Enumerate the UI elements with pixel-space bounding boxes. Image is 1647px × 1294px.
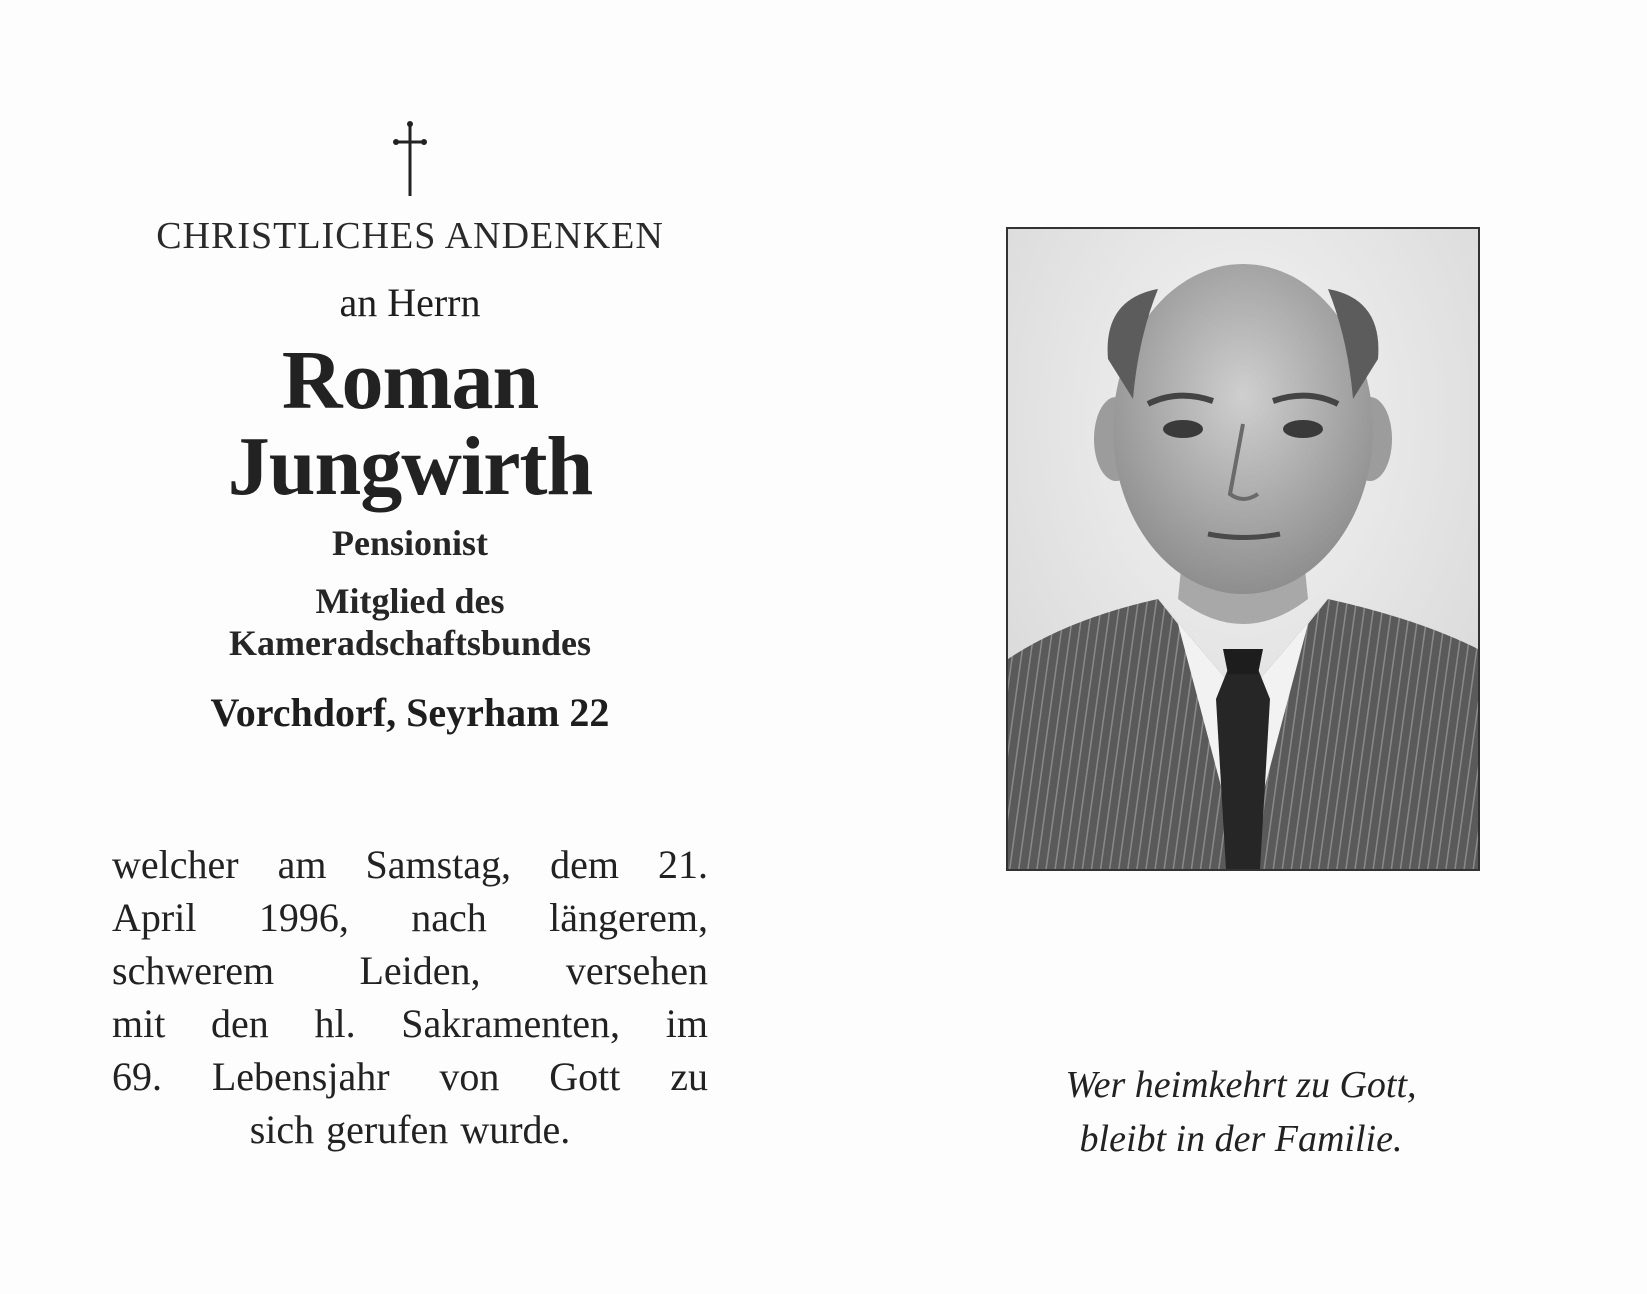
obituary-word: Leiden, xyxy=(359,948,481,993)
first-name: Roman xyxy=(281,334,539,427)
portrait-photo xyxy=(1006,227,1480,871)
obituary-word: hl. xyxy=(314,1001,356,1046)
closing-quote xyxy=(1006,1058,1476,1166)
membership-line-1: Mitglied des xyxy=(315,581,505,621)
obituary-word: April xyxy=(112,895,197,940)
last-name: Jungwirth xyxy=(227,420,593,513)
obituary-word: mit xyxy=(112,1001,166,1046)
obituary-word: längerem, xyxy=(549,895,708,940)
occupation: Pensionist xyxy=(331,523,489,563)
obituary-word: welcher xyxy=(112,842,239,887)
obituary-word: dem xyxy=(550,842,619,887)
obituary-text xyxy=(112,838,708,1156)
obituary-word: Gott xyxy=(549,1054,621,1099)
obituary-line xyxy=(112,997,708,1050)
obituary-line xyxy=(112,1050,708,1103)
address: Vorchdorf, Seyrham 22 xyxy=(210,690,610,735)
obituary-line xyxy=(112,944,708,997)
obituary-line xyxy=(112,891,708,944)
portrait-illustration xyxy=(1008,229,1478,869)
obituary-word: gerufen xyxy=(326,1107,449,1152)
obituary-word: Samstag, xyxy=(365,842,512,887)
obituary-line xyxy=(112,1103,708,1156)
obituary-word: 69. xyxy=(112,1054,162,1099)
salutation: an Herrn xyxy=(339,280,481,325)
quote-line-1: Wer heimkehrt zu Gott, xyxy=(1065,1064,1417,1106)
obituary-word: nach xyxy=(411,895,487,940)
quote-line-2: bleibt in der Familie. xyxy=(1079,1118,1403,1160)
obituary-line xyxy=(112,838,708,891)
obituary-word: von xyxy=(439,1054,500,1099)
membership-line-2: Kameradschaftsbundes xyxy=(228,623,592,663)
obituary-word: Lebensjahr xyxy=(211,1054,390,1099)
obituary-word: wurde. xyxy=(460,1107,571,1152)
obituary-word: versehen xyxy=(565,948,708,993)
obituary-word: 21. xyxy=(657,842,708,887)
obituary-word: im xyxy=(665,1001,708,1046)
obituary-word: den xyxy=(211,1001,269,1046)
obituary-word: zu xyxy=(670,1054,708,1099)
cross-icon xyxy=(390,120,430,200)
obituary-word: Sakramenten, xyxy=(401,1001,621,1046)
obituary-word: 1996, xyxy=(258,895,349,940)
obituary-word: schwerem xyxy=(112,948,275,993)
obituary-word: am xyxy=(277,842,327,887)
memorial-text-column xyxy=(110,120,710,736)
obituary-word: sich xyxy=(249,1107,315,1152)
card-heading: CHRISTLICHES ANDENKEN xyxy=(156,215,664,257)
